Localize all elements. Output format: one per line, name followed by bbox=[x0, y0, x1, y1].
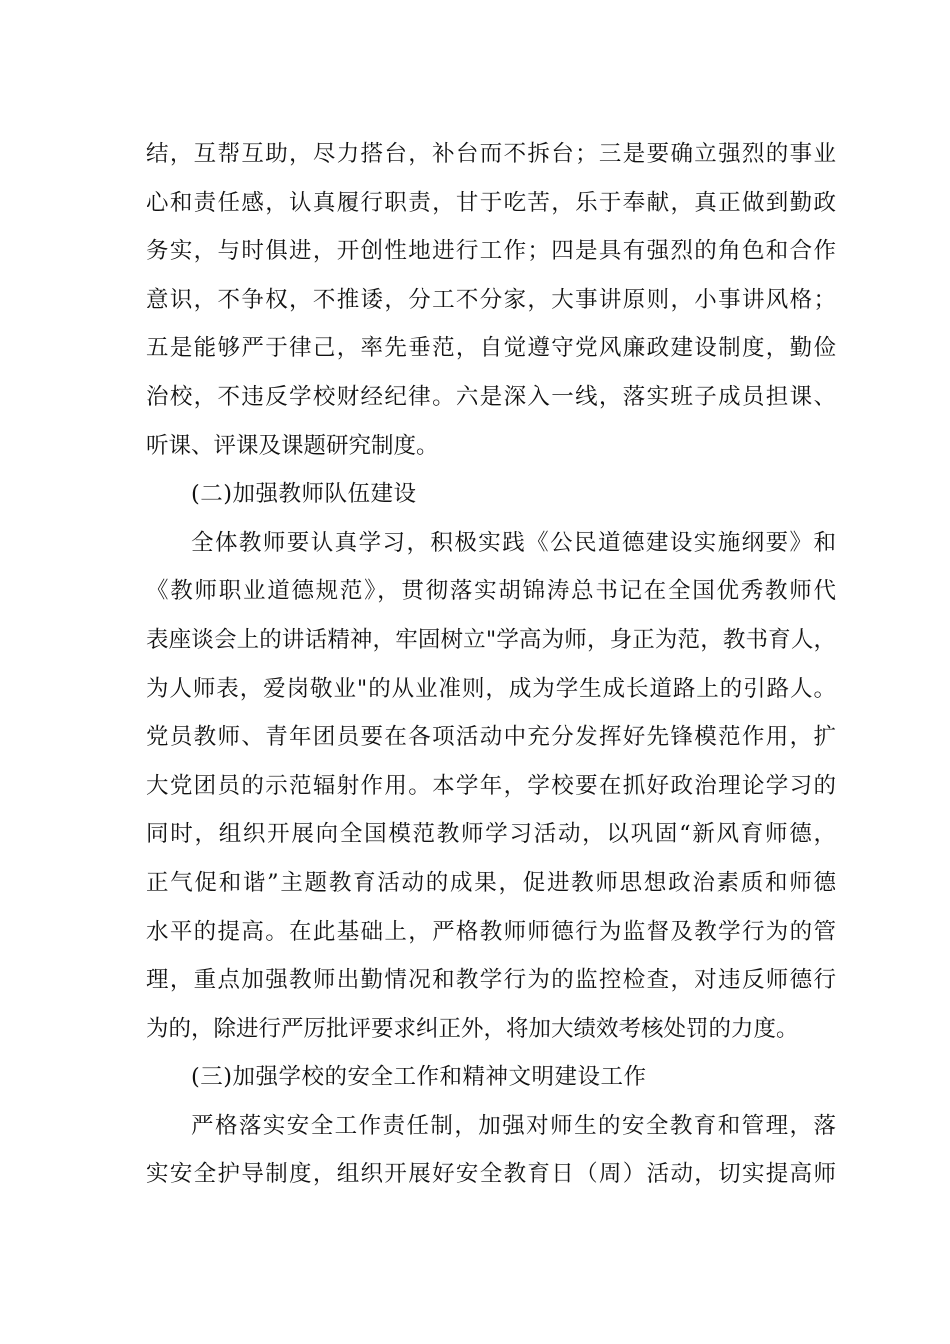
text-line: 五是能够严于律己，率先垂范，自觉遵守党风廉政建设制度，勤俭 bbox=[146, 335, 836, 362]
paragraph bbox=[146, 519, 836, 1054]
section-heading bbox=[146, 470, 836, 519]
section-heading bbox=[146, 1053, 836, 1102]
text-line: 为人师表，爱岗敬业"的从业准则，成为学生成长道路上的引路人。 bbox=[146, 675, 836, 702]
text-line: 治校，不违反学校财经纪律。六是深入一线，落实班子成员担课、 bbox=[146, 383, 836, 410]
paragraph-continued bbox=[146, 130, 836, 470]
text-line: 全体教师要认真学习，积极实践《公民道德建设实施纲要》和 bbox=[191, 529, 836, 556]
text-line: 意识，不争权，不推诿，分工不分家，大事讲原则，小事讲风格； bbox=[146, 286, 836, 313]
heading-text: (三)加强学校的安全工作和精神文明建设工作 bbox=[191, 1064, 647, 1091]
text-line: 党员教师、青年团员要在各项活动中充分发挥好先锋模范作用，扩 bbox=[146, 724, 836, 751]
text-line: 结，互帮互助，尽力搭台，补台而不拆台；三是要确立强烈的事业 bbox=[146, 141, 836, 167]
paragraph bbox=[146, 1102, 836, 1199]
text-line: 心和责任感，认真履行职责，甘于吃苦，乐于奉献，真正做到勤政 bbox=[146, 189, 836, 216]
text-line: 严格落实安全工作责任制，加强对师生的安全教育和管理，落 bbox=[191, 1112, 836, 1139]
text-line: 务实，与时俱进，开创性地进行工作；四是具有强烈的角色和合作 bbox=[146, 238, 836, 265]
text-line: 水平的提高。在此基础上，严格教师师德行为监督及教学行为的管 bbox=[146, 918, 836, 945]
text-line: 正气促和谐”主题教育活动的成果，促进教师思想政治素质和师德 bbox=[146, 869, 836, 896]
text-line: 表座谈会上的讲话精神，牢固树立"学高为师，身正为范，教书育人， bbox=[146, 626, 836, 653]
text-line: 理，重点加强教师出勤情况和教学行为的监控检查，对违反师德行 bbox=[146, 967, 836, 994]
text-line: 大党团员的示范辐射作用。本学年，学校要在抓好政治理论学习的 bbox=[146, 772, 836, 799]
text-line: 为的，除进行严厉批评要求纠正外，将加大绩效考核处罚的力度。 bbox=[146, 1015, 799, 1042]
text-line: 同时，组织开展向全国模范教师学习活动，以巩固“新风育师德， bbox=[146, 821, 836, 848]
document-body bbox=[146, 130, 836, 1199]
text-line: 实安全护导制度，组织开展好安全教育日（周）活动，切实提高师 bbox=[146, 1161, 836, 1188]
text-line: 《教师职业道德规范》，贯彻落实胡锦涛总书记在全国优秀教师代 bbox=[146, 578, 836, 605]
heading-text: (二)加强教师队伍建设 bbox=[191, 481, 417, 508]
text-line: 听课、评课及课题研究制度。 bbox=[146, 432, 439, 459]
